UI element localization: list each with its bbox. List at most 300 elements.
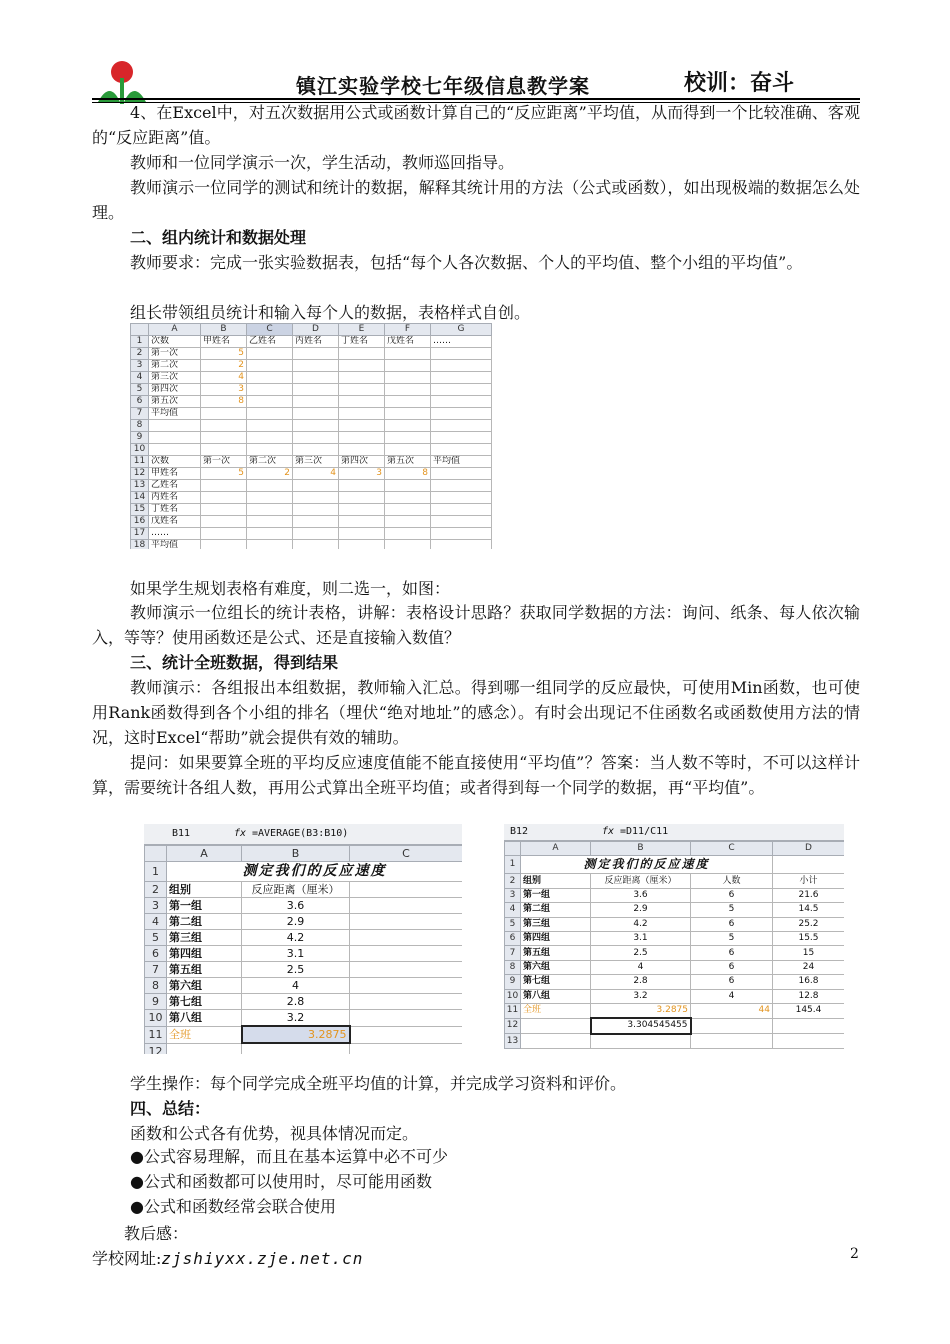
- table-row: [505, 960, 845, 974]
- cell: 第二次: [247, 456, 293, 468]
- cell: 21.6: [773, 888, 845, 902]
- cell: [431, 432, 492, 444]
- section3-question: 提问：如果要算全班的平均反应速度值能不能直接使用“平均值”？答案：当人数不等时，不可以这样计算，需要统计各组人数，再用公式算出全班平均值；或者得到每一个同学的数据，再“平均值”。: [92, 753, 860, 797]
- cell: 2.5: [242, 962, 350, 978]
- row-header: 5: [131, 384, 149, 396]
- class-average-spreadsheet-right: [504, 824, 844, 1052]
- column-header: D: [293, 324, 339, 336]
- cell: [339, 516, 385, 528]
- cell: ……: [149, 528, 201, 540]
- cell: 第五次: [385, 456, 431, 468]
- table-row: [131, 504, 492, 516]
- cell: [201, 480, 247, 492]
- cell: [431, 516, 492, 528]
- cell: 第五次: [149, 396, 201, 408]
- row-header: 12: [131, 468, 149, 480]
- cell: 3.2: [591, 989, 691, 1003]
- bullet-item: ●公式容易理解，而且在基本运算中必不可少: [130, 1147, 448, 1166]
- row-header: 2: [131, 348, 149, 360]
- cell: [339, 444, 385, 456]
- bullet-icon: ●: [130, 1147, 144, 1166]
- section2-heading: 二、组内统计和数据处理: [130, 228, 307, 247]
- cell: 丁姓名: [149, 504, 201, 516]
- cell: [247, 408, 293, 420]
- table-row: [131, 360, 492, 372]
- row-header: 16: [131, 516, 149, 528]
- cell: 14.5: [773, 903, 845, 917]
- cell: [293, 540, 339, 550]
- row-header: 7: [145, 962, 167, 978]
- cell: [201, 492, 247, 504]
- table-row: 12: [145, 1043, 463, 1054]
- table-row: [131, 420, 492, 432]
- cell: [293, 408, 339, 420]
- bullet-icon: ●: [130, 1197, 144, 1216]
- group-data-spreadsheet: [130, 323, 493, 549]
- sheet-header-row: 2 组别 反应距离（厘米） 人数 小计: [505, 874, 845, 888]
- cell: 第一次: [201, 456, 247, 468]
- header-motto: 校训：奋斗: [684, 70, 795, 96]
- table-row: [145, 898, 463, 914]
- cell: [247, 504, 293, 516]
- row-header: 4: [131, 372, 149, 384]
- cell: 2.9: [591, 903, 691, 917]
- cell: [247, 396, 293, 408]
- table-row: [505, 989, 845, 1003]
- cell: 小计: [773, 874, 845, 888]
- column-header: B: [242, 846, 350, 862]
- cell: 25.2: [773, 917, 845, 931]
- cell: 第七组: [521, 975, 591, 989]
- formula-bar: [144, 824, 462, 845]
- cell: 24: [773, 960, 845, 974]
- cell: 丁姓名: [339, 336, 385, 348]
- cell: 乙姓名: [149, 480, 201, 492]
- row-header: 18: [131, 540, 149, 550]
- cell: [385, 396, 431, 408]
- row-header: 8: [145, 978, 167, 994]
- header-school-title: 镇江实验学校七年级信息教学案: [296, 74, 590, 98]
- row-header: 6: [131, 396, 149, 408]
- row-header: 9: [145, 994, 167, 1010]
- cell: [385, 480, 431, 492]
- cell: [339, 528, 385, 540]
- row-header: 1: [131, 336, 149, 348]
- cell: 3.6: [242, 898, 350, 914]
- cell: 第三组: [167, 930, 242, 946]
- afterword: 教后感：: [124, 1224, 189, 1243]
- cell: 第一组: [521, 888, 591, 902]
- cell: [385, 504, 431, 516]
- row-header: 6: [505, 931, 521, 945]
- cell: [339, 396, 385, 408]
- footer-url-link[interactable]: zjshiyxx.zje.net.cn: [161, 1249, 364, 1268]
- cell: 4: [293, 468, 339, 480]
- table-row: [145, 914, 463, 930]
- table-row: [145, 1010, 463, 1027]
- column-header: G: [431, 324, 492, 336]
- cell: [339, 372, 385, 384]
- cell: [201, 432, 247, 444]
- cell: [385, 420, 431, 432]
- cell: [247, 528, 293, 540]
- cell: 5: [691, 931, 773, 945]
- cell: [247, 480, 293, 492]
- cell: [431, 540, 492, 550]
- selected-cell[interactable]: 3.2875: [242, 1026, 350, 1043]
- section4-heading: 四、总结：: [130, 1099, 211, 1118]
- row-header: 3: [505, 888, 521, 902]
- cell: 12.8: [773, 989, 845, 1003]
- row-header: 5: [145, 930, 167, 946]
- cell: 第七组: [167, 994, 242, 1010]
- cell: [339, 348, 385, 360]
- column-header: B: [591, 842, 691, 856]
- section2-alternative: 如果学生规划表格有难度，则二选一，如图：: [130, 579, 451, 598]
- table-row: [131, 408, 492, 420]
- selected-cell[interactable]: 3.304545455: [591, 1018, 691, 1033]
- cell: [431, 372, 492, 384]
- table-row: [131, 384, 492, 396]
- table-row: [131, 444, 492, 456]
- cell: [431, 528, 492, 540]
- cell: 次数: [149, 456, 201, 468]
- intro-paragraph-teacher: 教师演示一位同学的测试和统计的数据，解释其统计用的方法（公式或函数），如出现极端的数据怎么处理。: [92, 178, 860, 222]
- cell: [339, 408, 385, 420]
- cell: [431, 360, 492, 372]
- cell: [247, 432, 293, 444]
- cell: 人数: [691, 874, 773, 888]
- table-row: [505, 975, 845, 989]
- sheet-header-row: 2 组别 反应距离（厘米）: [145, 882, 463, 898]
- column-header-row: [131, 324, 492, 336]
- cell: [247, 348, 293, 360]
- row-header: 15: [131, 504, 149, 516]
- table-row: [505, 917, 845, 931]
- cell: [293, 480, 339, 492]
- bullet-item: ●公式和函数经常会联合使用: [130, 1197, 336, 1216]
- cell: [201, 420, 247, 432]
- table-row: [131, 372, 492, 384]
- sheet-title-row: 1 测定我们的反应速度: [505, 856, 845, 874]
- footer-website: [92, 1246, 363, 1269]
- cell: 戊姓名: [149, 516, 201, 528]
- formula-text: =D11/C11: [620, 826, 669, 837]
- cell: 第三组: [521, 917, 591, 931]
- table-row: [505, 931, 845, 945]
- cell: 全班: [521, 1003, 591, 1018]
- cell: [149, 444, 201, 456]
- cell: 丙姓名: [149, 492, 201, 504]
- cell: 4: [691, 989, 773, 1003]
- section2-requirement: 教师要求：完成一张实验数据表，包括“每个人各次数据、个人的平均值、整个小组的平均值”。: [130, 253, 803, 272]
- cell: [339, 384, 385, 396]
- column-header: C: [247, 324, 293, 336]
- sheet-title-row: 1 测定我们的反应速度: [145, 862, 463, 882]
- cell: 第四组: [167, 946, 242, 962]
- cell: 5: [201, 468, 247, 480]
- table-row: [131, 432, 492, 444]
- intro-paragraph-excel: 4、在Excel中，对五次数据用公式或函数计算自己的“反应距离”平均值，从而得到一个比较准确、客观的“反应距离”值。: [92, 103, 860, 147]
- table-row: [131, 336, 492, 348]
- cell: [385, 348, 431, 360]
- cell: [385, 540, 431, 550]
- cell: 第五组: [167, 962, 242, 978]
- cell: 2.8: [591, 975, 691, 989]
- table-row: [145, 994, 463, 1010]
- cell: [149, 420, 201, 432]
- table-row: [131, 516, 492, 528]
- cell: 6: [691, 960, 773, 974]
- cell: [339, 360, 385, 372]
- cell: 次数: [149, 336, 201, 348]
- cell: 5: [201, 348, 247, 360]
- cell: 第五组: [521, 946, 591, 960]
- column-header: A: [167, 846, 242, 862]
- cell: [431, 480, 492, 492]
- table-row: [131, 468, 492, 480]
- cell: [385, 384, 431, 396]
- cell: 4.2: [242, 930, 350, 946]
- cell: [149, 432, 201, 444]
- cell: [339, 420, 385, 432]
- section2-group-leader: 组长带领组员统计和输入每个人的数据，表格样式自创。: [130, 303, 531, 322]
- cell: [431, 396, 492, 408]
- table-row: [131, 528, 492, 540]
- cell: 第八组: [167, 1010, 242, 1027]
- cell: 第八组: [521, 989, 591, 1003]
- cell: 2: [247, 468, 293, 480]
- cell: 2.9: [242, 914, 350, 930]
- fx-icon: fx: [234, 828, 247, 839]
- cell: [247, 444, 293, 456]
- row-header: 4: [145, 914, 167, 930]
- column-header: D: [773, 842, 845, 856]
- row-header: 8: [505, 960, 521, 974]
- cell: 8: [201, 396, 247, 408]
- row-header: 13: [131, 480, 149, 492]
- cell: 戊姓名: [385, 336, 431, 348]
- cell: [339, 504, 385, 516]
- cell: 5: [691, 903, 773, 917]
- cell: [293, 444, 339, 456]
- row-header: 4: [505, 903, 521, 917]
- table-row: [131, 480, 492, 492]
- column-header: B: [201, 324, 247, 336]
- column-header: E: [339, 324, 385, 336]
- column-header: F: [385, 324, 431, 336]
- row-header: 9: [131, 432, 149, 444]
- cell: [201, 516, 247, 528]
- cell: ……: [431, 336, 492, 348]
- total-row: 11 全班 3.2875: [145, 1026, 463, 1043]
- section3-teacher-demo: 教师演示：各组报出本组数据，教师输入汇总。得到哪一组同学的反应最快，可使用Min函数，也可使用Rank函数得到各个小组的排名（埋伏“绝对地址”的感念）。有时会出现记不住函数名或函数使用方法的情况，这时Excel“帮助”就会提供有效的辅助。: [92, 678, 860, 747]
- cell: 平均值: [149, 540, 201, 550]
- row-header: 17: [131, 528, 149, 540]
- cell: 44: [691, 1003, 773, 1018]
- cell: [339, 432, 385, 444]
- name-box: B12: [510, 826, 529, 837]
- cell: [293, 492, 339, 504]
- row-header: 9: [505, 975, 521, 989]
- column-header: C: [350, 846, 463, 862]
- table-row: [145, 946, 463, 962]
- cell: [247, 516, 293, 528]
- cell: [293, 360, 339, 372]
- cell: 第六组: [167, 978, 242, 994]
- cell: 3.2: [242, 1010, 350, 1027]
- table-row: [131, 396, 492, 408]
- cell: [385, 360, 431, 372]
- fx-icon: fx: [602, 826, 615, 837]
- cell: [431, 420, 492, 432]
- cell: 第三次: [293, 456, 339, 468]
- table-row: [145, 978, 463, 994]
- cell: [339, 492, 385, 504]
- cell: 6: [691, 917, 773, 931]
- row-header: 8: [131, 420, 149, 432]
- cell: 3.1: [242, 946, 350, 962]
- cell: [247, 420, 293, 432]
- sheet-title: 测定我们的反应速度: [521, 856, 773, 874]
- column-header-row: [505, 842, 845, 856]
- section3-heading: 三、统计全班数据，得到结果: [130, 653, 339, 672]
- cell: 2.5: [591, 946, 691, 960]
- cell: 8: [385, 468, 431, 480]
- cell: 4: [591, 960, 691, 974]
- cell: [247, 540, 293, 550]
- cell: [385, 372, 431, 384]
- name-box: B11: [172, 828, 191, 839]
- row-header: 3: [131, 360, 149, 372]
- cell: [350, 882, 463, 898]
- cell: [201, 528, 247, 540]
- table-row: [505, 888, 845, 902]
- row-header: 10: [145, 1010, 167, 1027]
- row-header: 3: [145, 898, 167, 914]
- footer-label: 学校网址:: [92, 1249, 162, 1268]
- row-header: 6: [145, 946, 167, 962]
- cell: [293, 432, 339, 444]
- formula-text: =AVERAGE(B3:B10): [252, 828, 349, 839]
- cell: [385, 432, 431, 444]
- cell: 145.4: [773, 1003, 845, 1018]
- cell: 平均值: [431, 456, 492, 468]
- class-average-spreadsheet-left: [144, 824, 462, 1054]
- table-row: [145, 930, 463, 946]
- cell: 4: [201, 372, 247, 384]
- row-header: 7: [131, 408, 149, 420]
- cell: 15.5: [773, 931, 845, 945]
- column-header-row: [145, 846, 463, 862]
- table-row: 13: [505, 1034, 845, 1049]
- cell: 第三次: [149, 372, 201, 384]
- cell: 丙姓名: [293, 336, 339, 348]
- cell: [431, 384, 492, 396]
- cell: [385, 408, 431, 420]
- formula-bar: [504, 824, 844, 841]
- column-header: C: [691, 842, 773, 856]
- cell: 组别: [521, 874, 591, 888]
- cell: 6: [691, 946, 773, 960]
- cell: [247, 492, 293, 504]
- cell: 甲姓名: [149, 468, 201, 480]
- cell: [431, 444, 492, 456]
- cell: 反应距离（厘米）: [242, 882, 350, 898]
- row-header: 7: [505, 946, 521, 960]
- cell: [385, 492, 431, 504]
- cell: 3.1: [591, 931, 691, 945]
- row-header: 14: [131, 492, 149, 504]
- cell: [201, 504, 247, 516]
- table-row: [131, 348, 492, 360]
- cell: [293, 504, 339, 516]
- cell: [201, 444, 247, 456]
- result-row: 12 3.304545455: [505, 1018, 845, 1033]
- cell: [339, 480, 385, 492]
- cell: [385, 444, 431, 456]
- cell: 第六组: [521, 960, 591, 974]
- cell: 第一次: [149, 348, 201, 360]
- cell: [339, 540, 385, 550]
- cell: [431, 468, 492, 480]
- cell: 乙姓名: [247, 336, 293, 348]
- cell: 甲姓名: [201, 336, 247, 348]
- cell: [385, 516, 431, 528]
- cell: 6: [691, 975, 773, 989]
- cell: [293, 348, 339, 360]
- cell: 15: [773, 946, 845, 960]
- student-operation: 学生操作：每个同学完成全班平均值的计算，并完成学习资料和评价。: [130, 1074, 627, 1093]
- table-row: [505, 903, 845, 917]
- cell: [247, 372, 293, 384]
- cell: 第四次: [339, 456, 385, 468]
- row-header: 10: [131, 444, 149, 456]
- cell: 3.2875: [591, 1003, 691, 1018]
- cell: [293, 396, 339, 408]
- cell: 3.6: [591, 888, 691, 902]
- cell: 第一组: [167, 898, 242, 914]
- cell: 3: [339, 468, 385, 480]
- cell: [431, 408, 492, 420]
- sheet-title: 测定我们的反应速度: [167, 862, 463, 882]
- section4-summary: 函数和公式各有优势，视具体情况而定。: [130, 1124, 419, 1143]
- cell: [293, 528, 339, 540]
- cell: 2: [201, 360, 247, 372]
- cell: [247, 360, 293, 372]
- cell: 平均值: [149, 408, 201, 420]
- page-number: 2: [850, 1246, 859, 1262]
- cell: 第二组: [167, 914, 242, 930]
- table-row: [505, 946, 845, 960]
- cell: 第二次: [149, 360, 201, 372]
- cell: [431, 348, 492, 360]
- cell: [293, 420, 339, 432]
- cell: [293, 384, 339, 396]
- bullet-item: ●公式和函数都可以使用时，尽可能用函数: [130, 1172, 432, 1191]
- row-header: 10: [505, 989, 521, 1003]
- intro-paragraph-demo: 教师和一位同学演示一次，学生活动，教师巡回指导。: [130, 153, 515, 172]
- cell: 16.8: [773, 975, 845, 989]
- cell: [293, 516, 339, 528]
- cell: 4: [242, 978, 350, 994]
- row-header: 5: [505, 917, 521, 931]
- cell: [431, 504, 492, 516]
- cell: 反应距离（厘米）: [591, 874, 691, 888]
- bullet-icon: ●: [130, 1172, 144, 1191]
- table-row: [145, 962, 463, 978]
- table-row: [131, 456, 492, 468]
